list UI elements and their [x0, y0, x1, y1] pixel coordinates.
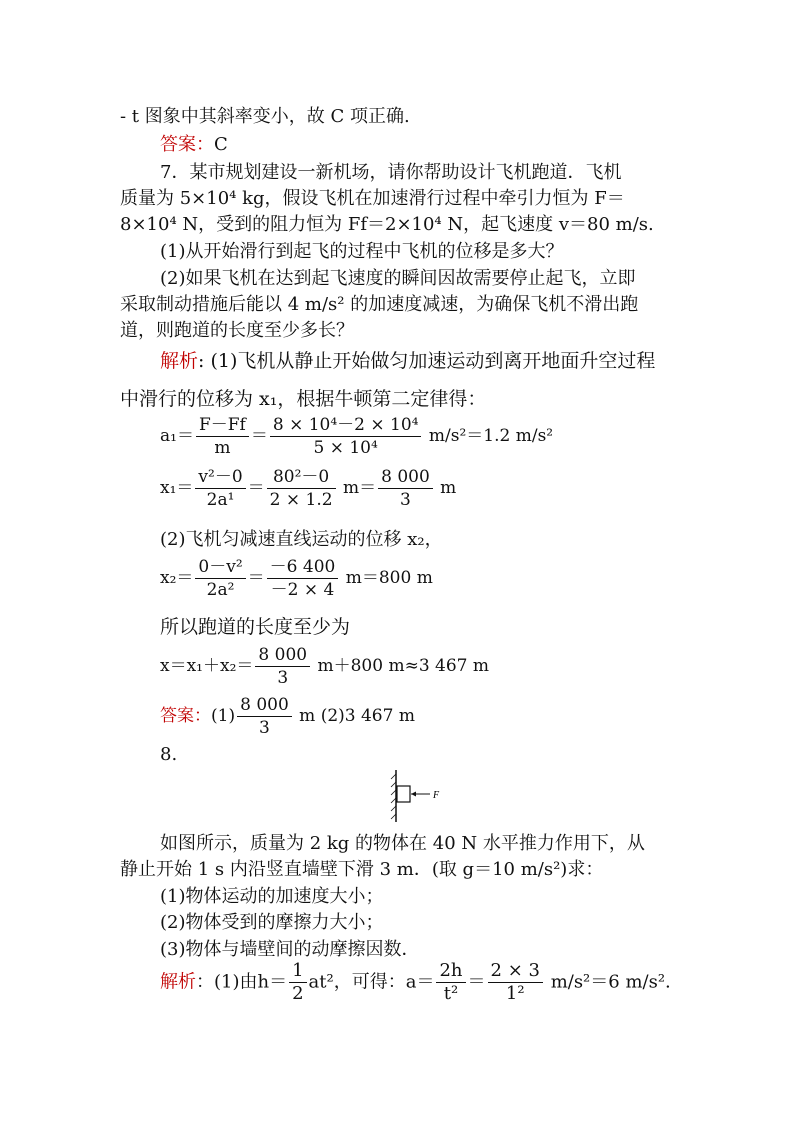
numerator: 0－v² [195, 556, 245, 579]
equation-x1: x₁＝ $\frac{\text{v²－0}}{\text{2a¹}}$ ＝ $\frac{\text{80²－0}}{2 \times 1.2}$ m＝ $\frac{8 000}{3}$ m [160, 467, 457, 510]
text-line: 如图所示，质量为 2 kg 的物体在 40 N 水平推力作用下，从 [160, 833, 645, 854]
fraction [378, 466, 433, 511]
equation-x [160, 644, 489, 689]
fraction [196, 414, 249, 459]
text-line: 质量为 5×10⁴ kg，假设飞机在加速滑行过程中牵引力恒为 F＝ [120, 188, 625, 209]
question-8-number: 8. [160, 744, 178, 765]
text-line: 中滑行的位移为 x₁，根据牛顿第二定律得： [120, 388, 487, 410]
fraction [237, 694, 292, 739]
subquestion-3: (3)物体与墙壁间的动摩擦因数． [160, 939, 420, 960]
equation-x2: x₂＝ $\frac{\text{0－v²}}{\text{2a²}}$ ＝ $\frac{-6 400}{-2 \times 4}$ m＝800 m [160, 557, 433, 600]
analysis-label: 解析 [160, 971, 196, 993]
fraction [436, 960, 465, 1005]
denominator: 2a² [206, 580, 235, 600]
fraction [267, 466, 336, 511]
numerator: 8 × 10⁴－2 × 10⁴ [270, 414, 422, 437]
equation-a1: a₁＝ $\frac{F-Ff}{m}$ ＝ $\frac{\text{8 × 10⁴－2 × 10⁴}}{\text{5 × 10⁴}}$ m/s²＝1.2 m/s² [160, 415, 554, 458]
eq-mid: m＝ [342, 478, 377, 498]
denominator: 2a¹ [206, 490, 235, 510]
force-label: F [433, 790, 440, 801]
eq-mid: at²，可得：a＝ [308, 971, 435, 993]
arrow-head [411, 792, 416, 797]
answer-line [160, 132, 228, 158]
answer-line [160, 694, 415, 739]
eq-lhs: x₂＝ [160, 568, 194, 588]
numerator: 80²－0 [267, 466, 336, 489]
fraction [195, 466, 245, 511]
eq-lhs: a₁＝ [160, 426, 194, 446]
numerator: 8 000 [255, 644, 310, 667]
block [397, 786, 410, 802]
text-line: 8×10⁴ N，受到的阻力恒为 Ff＝2×10⁴ N，起飞速度 v＝80 m/s. [120, 214, 654, 235]
denominator: t² [443, 983, 459, 1004]
text-line: 所以跑道的长度至少为 [160, 616, 351, 638]
analysis-text: ：(1)由 [196, 971, 258, 993]
answer-tail: m (2)3 467 m [299, 706, 415, 726]
denominator: 3 [400, 490, 411, 510]
denominator: 2 × 1.2 [269, 490, 333, 510]
eq-tail: m/s²＝1.2 m/s² [428, 426, 554, 446]
fraction [255, 644, 310, 689]
denominator: m [214, 438, 231, 458]
eq-equals: ＝ [467, 971, 486, 993]
denominator: 3 [277, 668, 289, 688]
denominator: 3 [259, 718, 270, 738]
numerator: F－Ff [196, 414, 249, 437]
fraction [488, 960, 543, 1005]
question-7-line: 7．某市规划建设一新机场，请你帮助设计飞机跑道．飞机 [160, 162, 622, 183]
fraction [267, 556, 339, 601]
numerator: 2h [436, 960, 465, 983]
subquestion-2: (2)物体受到的摩擦力大小； [160, 912, 384, 933]
denominator: 5 × 10⁴ [313, 438, 378, 458]
eq-lhs: x₁＝ [160, 478, 194, 498]
eq-lhs: h＝ [257, 971, 288, 993]
numerator: －6 400 [267, 556, 339, 579]
answer-label: 答案： [160, 706, 211, 726]
eq-lhs: x＝x₁＋x₂＝ [160, 656, 254, 676]
numerator: 8 000 [237, 694, 292, 717]
subquestion-1: (1)从开始滑行到起飞的过程中飞机的位移是多大？ [160, 241, 564, 262]
numerator: 8 000 [378, 466, 433, 489]
text-line: 采取制动措施后能以 4 m/s² 的加速度减速，为确保飞机不滑出跑 [120, 294, 639, 315]
fraction [270, 414, 422, 459]
subquestion-2: (2)如果飞机在达到起飞速度的瞬间因故需要停止起飞，立即 [160, 268, 636, 289]
analysis-line [160, 348, 655, 374]
answer-value: C [214, 134, 228, 155]
text-line: 道，则跑道的长度至少多长？ [120, 320, 354, 341]
subquestion-1: (1)物体运动的加速度大小； [160, 886, 384, 907]
analysis-line-2 [160, 960, 671, 1005]
analysis-label: 解析 [160, 350, 199, 372]
wall-block-figure [390, 768, 450, 824]
fraction [289, 960, 306, 1005]
text-line: (2)飞机匀减速直线运动的位移 x₂， [160, 529, 443, 550]
denominator: 2 [292, 983, 304, 1004]
denominator: －2 × 4 [270, 580, 335, 600]
answer-label: 答案： [160, 134, 214, 155]
eq-tail: m/s²＝6 m/s². [550, 971, 671, 993]
eq-tail: m＋800 m≈3 467 m [317, 656, 490, 676]
numerator: v²－0 [195, 466, 245, 489]
numerator: 2 × 3 [488, 960, 543, 983]
text-line: 静止开始 1 s 内沿竖直墙壁下滑 3 m．(取 g＝10 m/s²)求： [120, 859, 604, 880]
denominator: 1² [505, 983, 525, 1004]
numerator: 1 [289, 960, 306, 983]
text-line: - t 图象中其斜率变小，故 C 项正确. [120, 106, 410, 127]
eq-tail: m [440, 478, 457, 498]
eq-tail: m＝800 m [345, 568, 433, 588]
fraction [195, 556, 245, 601]
answer-part: (1) [211, 706, 236, 726]
analysis-text: : (1)飞机从静止开始做匀加速运动到离开地面升空过程 [198, 350, 656, 372]
